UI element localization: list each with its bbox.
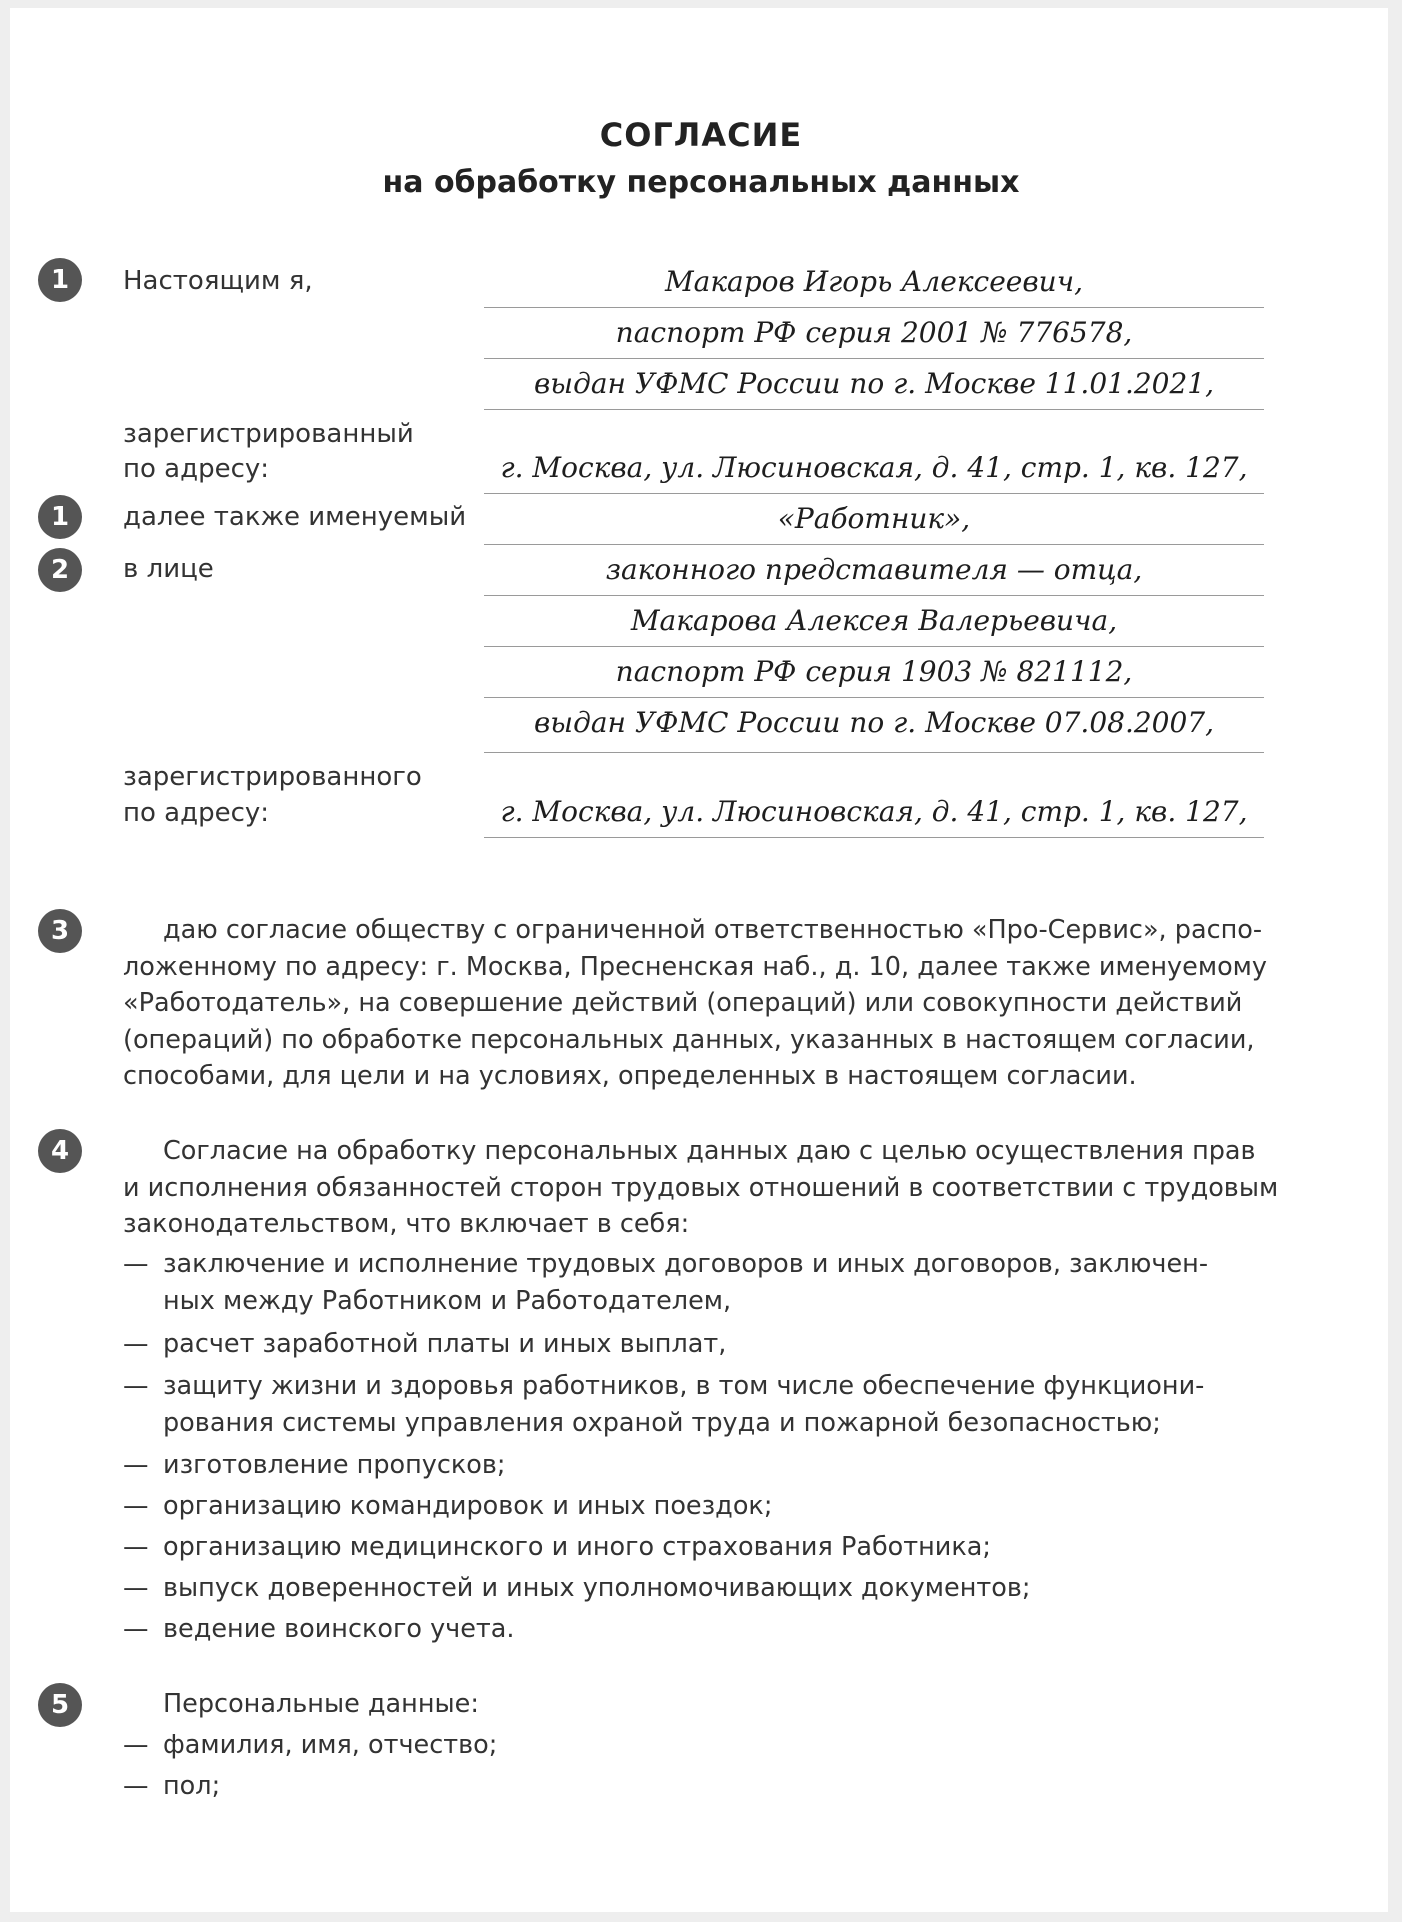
section-4-line: Согласие на обработку персональных данных даю с целью осуществления прав bbox=[163, 1136, 1256, 1166]
list-item bbox=[123, 1529, 1283, 1566]
list-item-line: рования системы управления охраной труда и пожарной безопасностью; bbox=[163, 1407, 1161, 1438]
section-4-line: законодательством, что включает в себя: bbox=[123, 1209, 690, 1239]
list-item-line: расчет заработной платы и иных выплат, bbox=[163, 1329, 727, 1359]
field-representative-address: г. Москва, ул. Люсиновская, д. 41, стр. 1, кв. 127, bbox=[484, 787, 1264, 838]
field-employee-alias: «Работник», bbox=[484, 494, 1264, 545]
label-address-rep: по адресу: bbox=[123, 798, 270, 828]
field-employee-passport: паспорт РФ серия 2001 № 776578, bbox=[484, 308, 1264, 359]
section-badge-1b: 1 bbox=[38, 495, 82, 539]
document-subtitle: на обработку персональных данных bbox=[382, 165, 1020, 200]
label-registered: зарегистрированный bbox=[123, 419, 414, 449]
section-5-intro bbox=[123, 1686, 1283, 1723]
section-3-line: даю согласие обществу с ограниченной ответственностью «Про-Сервис», распо- bbox=[163, 915, 1263, 945]
list-item-line: ведение воинского учета. bbox=[163, 1614, 515, 1644]
section-5-line: Персональные данные: bbox=[163, 1689, 479, 1719]
dash: — bbox=[123, 1371, 149, 1401]
list-item-line: ных между Работником и Работодателем, bbox=[163, 1285, 732, 1316]
list-item-line: пол; bbox=[163, 1771, 221, 1801]
list-item bbox=[123, 1368, 1283, 1441]
field-employee-address: г. Москва, ул. Люсиновская, д. 41, стр. 1, кв. 127, bbox=[484, 443, 1264, 494]
dash: — bbox=[123, 1249, 149, 1279]
section-4-text bbox=[123, 1133, 1283, 1243]
label-also-named: далее также именуемый bbox=[123, 502, 467, 532]
dash: — bbox=[123, 1573, 149, 1603]
section-badge-2: 2 bbox=[38, 548, 82, 592]
field-employee-name: Макаров Игорь Алексеевич, bbox=[484, 257, 1264, 308]
list-item-line: выпуск доверенностей и иных уполномочивающих документов; bbox=[163, 1573, 1031, 1603]
list-item-line: защиту жизни и здоровья работников, в том числе обеспечение функциони- bbox=[163, 1371, 1205, 1401]
list-item-line: организацию медицинского и иного страхования Работника; bbox=[163, 1532, 992, 1562]
list-item bbox=[123, 1488, 1283, 1525]
dash: — bbox=[123, 1450, 149, 1480]
field-representative-name: Макарова Алексея Валерьевича, bbox=[484, 596, 1264, 647]
label-registered-rep: зарегистрированного bbox=[123, 762, 422, 792]
field-representative-issued: выдан УФМС России по г. Москве 07.08.2007, bbox=[484, 698, 1264, 753]
section-3-line: способами, для цели и на условиях, определенных в настоящем согласии. bbox=[123, 1061, 1137, 1091]
section-3-text bbox=[123, 912, 1283, 1095]
label-address: по адресу: bbox=[123, 454, 270, 484]
label-represented: в лице bbox=[123, 554, 214, 584]
section-badge-1: 1 bbox=[38, 258, 82, 302]
list-item-line: заключение и исполнение трудовых договоров и иных договоров, заключен- bbox=[163, 1249, 1209, 1279]
section-badge-3: 3 bbox=[38, 909, 82, 953]
section-badge-5: 5 bbox=[38, 1683, 82, 1727]
list-item-line: фамилия, имя, отчество; bbox=[163, 1730, 498, 1760]
label-intro: Настоящим я, bbox=[123, 266, 313, 296]
list-item-line: организацию командировок и иных поездок; bbox=[163, 1491, 773, 1521]
dash: — bbox=[123, 1532, 149, 1562]
list-item bbox=[123, 1570, 1283, 1607]
field-employee-issued: выдан УФМС России по г. Москве 11.01.2021, bbox=[484, 359, 1264, 410]
list-item bbox=[123, 1326, 1283, 1363]
dash: — bbox=[123, 1329, 149, 1359]
dash: — bbox=[123, 1730, 149, 1760]
dash: — bbox=[123, 1771, 149, 1801]
dash: — bbox=[123, 1614, 149, 1644]
document-title: СОГЛАСИЕ bbox=[599, 116, 803, 154]
dash: — bbox=[123, 1491, 149, 1521]
list-item bbox=[123, 1768, 1283, 1805]
section-badge-4: 4 bbox=[38, 1129, 82, 1173]
section-3-line: (операций) по обработке персональных данных, указанных в настоящем согласии, bbox=[123, 1024, 1255, 1055]
list-item bbox=[123, 1447, 1283, 1484]
list-item bbox=[123, 1246, 1283, 1319]
list-item bbox=[123, 1611, 1283, 1648]
list-item-line: изготовление пропусков; bbox=[163, 1450, 506, 1480]
field-representative-role: законного представителя — отца, bbox=[484, 545, 1264, 596]
list-item bbox=[123, 1727, 1283, 1764]
section-3-line: ложенному по адресу: г. Москва, Пресненская наб., д. 10, далее также именуемому bbox=[123, 951, 1268, 982]
section-4-line: и исполнения обязанностей сторон трудовых отношений в соответствии с трудовым bbox=[123, 1172, 1279, 1203]
field-representative-passport: паспорт РФ серия 1903 № 821112, bbox=[484, 647, 1264, 698]
section-3-line: «Работодатель», на совершение действий (операций) или совокупности действий bbox=[123, 988, 1243, 1018]
